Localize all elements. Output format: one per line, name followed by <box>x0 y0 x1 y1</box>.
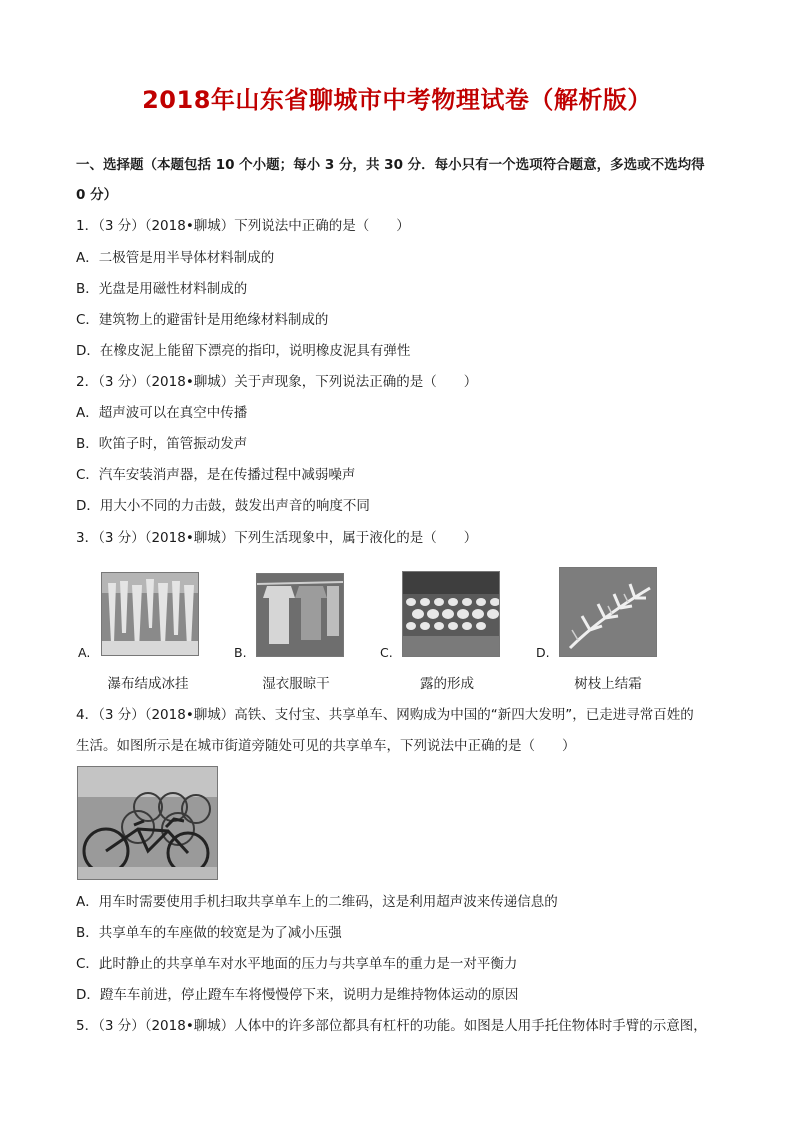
frost-branch-image <box>559 567 657 657</box>
q3-label-a: A. <box>78 645 91 660</box>
dew-drops-image <box>402 571 500 657</box>
q1-option-c: C．建筑物上的避雷针是用绝缘材料制成的 <box>76 312 329 328</box>
q3-caption-c: 露的形成 <box>420 676 474 692</box>
q3-caption-a: 瀑布结成冰挂 <box>107 676 189 692</box>
q4-option-c: C．此时静止的共享单车对水平地面的压力与共享单车的重力是一对平衡力 <box>76 956 518 972</box>
q4-option-b: B．共享单车的车座做的较宽是为了减小压强 <box>76 925 342 941</box>
q1-stem: 1．（3 分）（2018•聊城）下列说法中正确的是（ ） <box>76 218 410 234</box>
q1-option-d: D．在橡皮泥上能留下漂亮的指印，说明橡皮泥具有弹性 <box>76 343 411 359</box>
q4-option-a: A．用车时需要使用手机扫取共享单车上的二维码，这是利用超声波来传递信息的 <box>76 894 558 910</box>
q2-option-d: D．用大小不同的力击鼓，鼓发出声音的响度不同 <box>76 498 370 514</box>
q4-stem-line2: 生活。如图所示是在城市街道旁随处可见的共享单车，下列说法中正确的是（ ） <box>76 738 576 754</box>
q3-label-d: D. <box>536 645 550 660</box>
q1-option-a: A．二极管是用半导体材料制成的 <box>76 250 275 266</box>
q2-option-b: B．吹笛子时，笛管振动发声 <box>76 436 248 452</box>
page-title: 2018年山东省聊城市中考物理试卷（解析版） <box>142 86 652 114</box>
q4-option-d: D．蹬车车前进，停止蹬车车将慢慢停下来，说明力是维持物体运动的原因 <box>76 987 519 1003</box>
shared-bikes-image <box>77 766 218 880</box>
section-heading-line1: 一、选择题（本题包括 10 个小题；每小 3 分，共 30 分．每小只有一个选项符合题意，多选或不选均得 <box>76 157 705 173</box>
q5-stem: 5．（3 分）（2018•聊城）人体中的许多部位都具有杠杆的功能。如图是人用手托住物体时手臂的示意图， <box>76 1018 707 1034</box>
q3-caption-d: 树枝上结霜 <box>574 676 642 692</box>
q1-option-b: B．光盘是用磁性材料制成的 <box>76 281 248 297</box>
q2-option-c: C．汽车安装消声器，是在传播过程中减弱噪声 <box>76 467 356 483</box>
icicle-waterfall-image <box>101 572 199 656</box>
q3-stem: 3．（3 分）（2018•聊城）下列生活现象中，属于液化的是（ ） <box>76 530 478 546</box>
q2-option-a: A．超声波可以在真空中传播 <box>76 405 248 421</box>
q2-stem: 2．（3 分）（2018•聊城）关于声现象，下列说法正确的是（ ） <box>76 374 478 390</box>
wet-clothes-image <box>256 573 344 657</box>
q3-caption-b: 湿衣服晾干 <box>262 676 330 692</box>
q3-label-b: B. <box>234 645 247 660</box>
q3-label-c: C. <box>380 645 393 660</box>
section-heading-line2: 0 分） <box>76 187 118 203</box>
q4-stem-line1: 4．（3 分）（2018•聊城）高铁、支付宝、共享单车、网购成为中国的“新四大发明”，已走进寻常百姓的 <box>76 707 694 723</box>
